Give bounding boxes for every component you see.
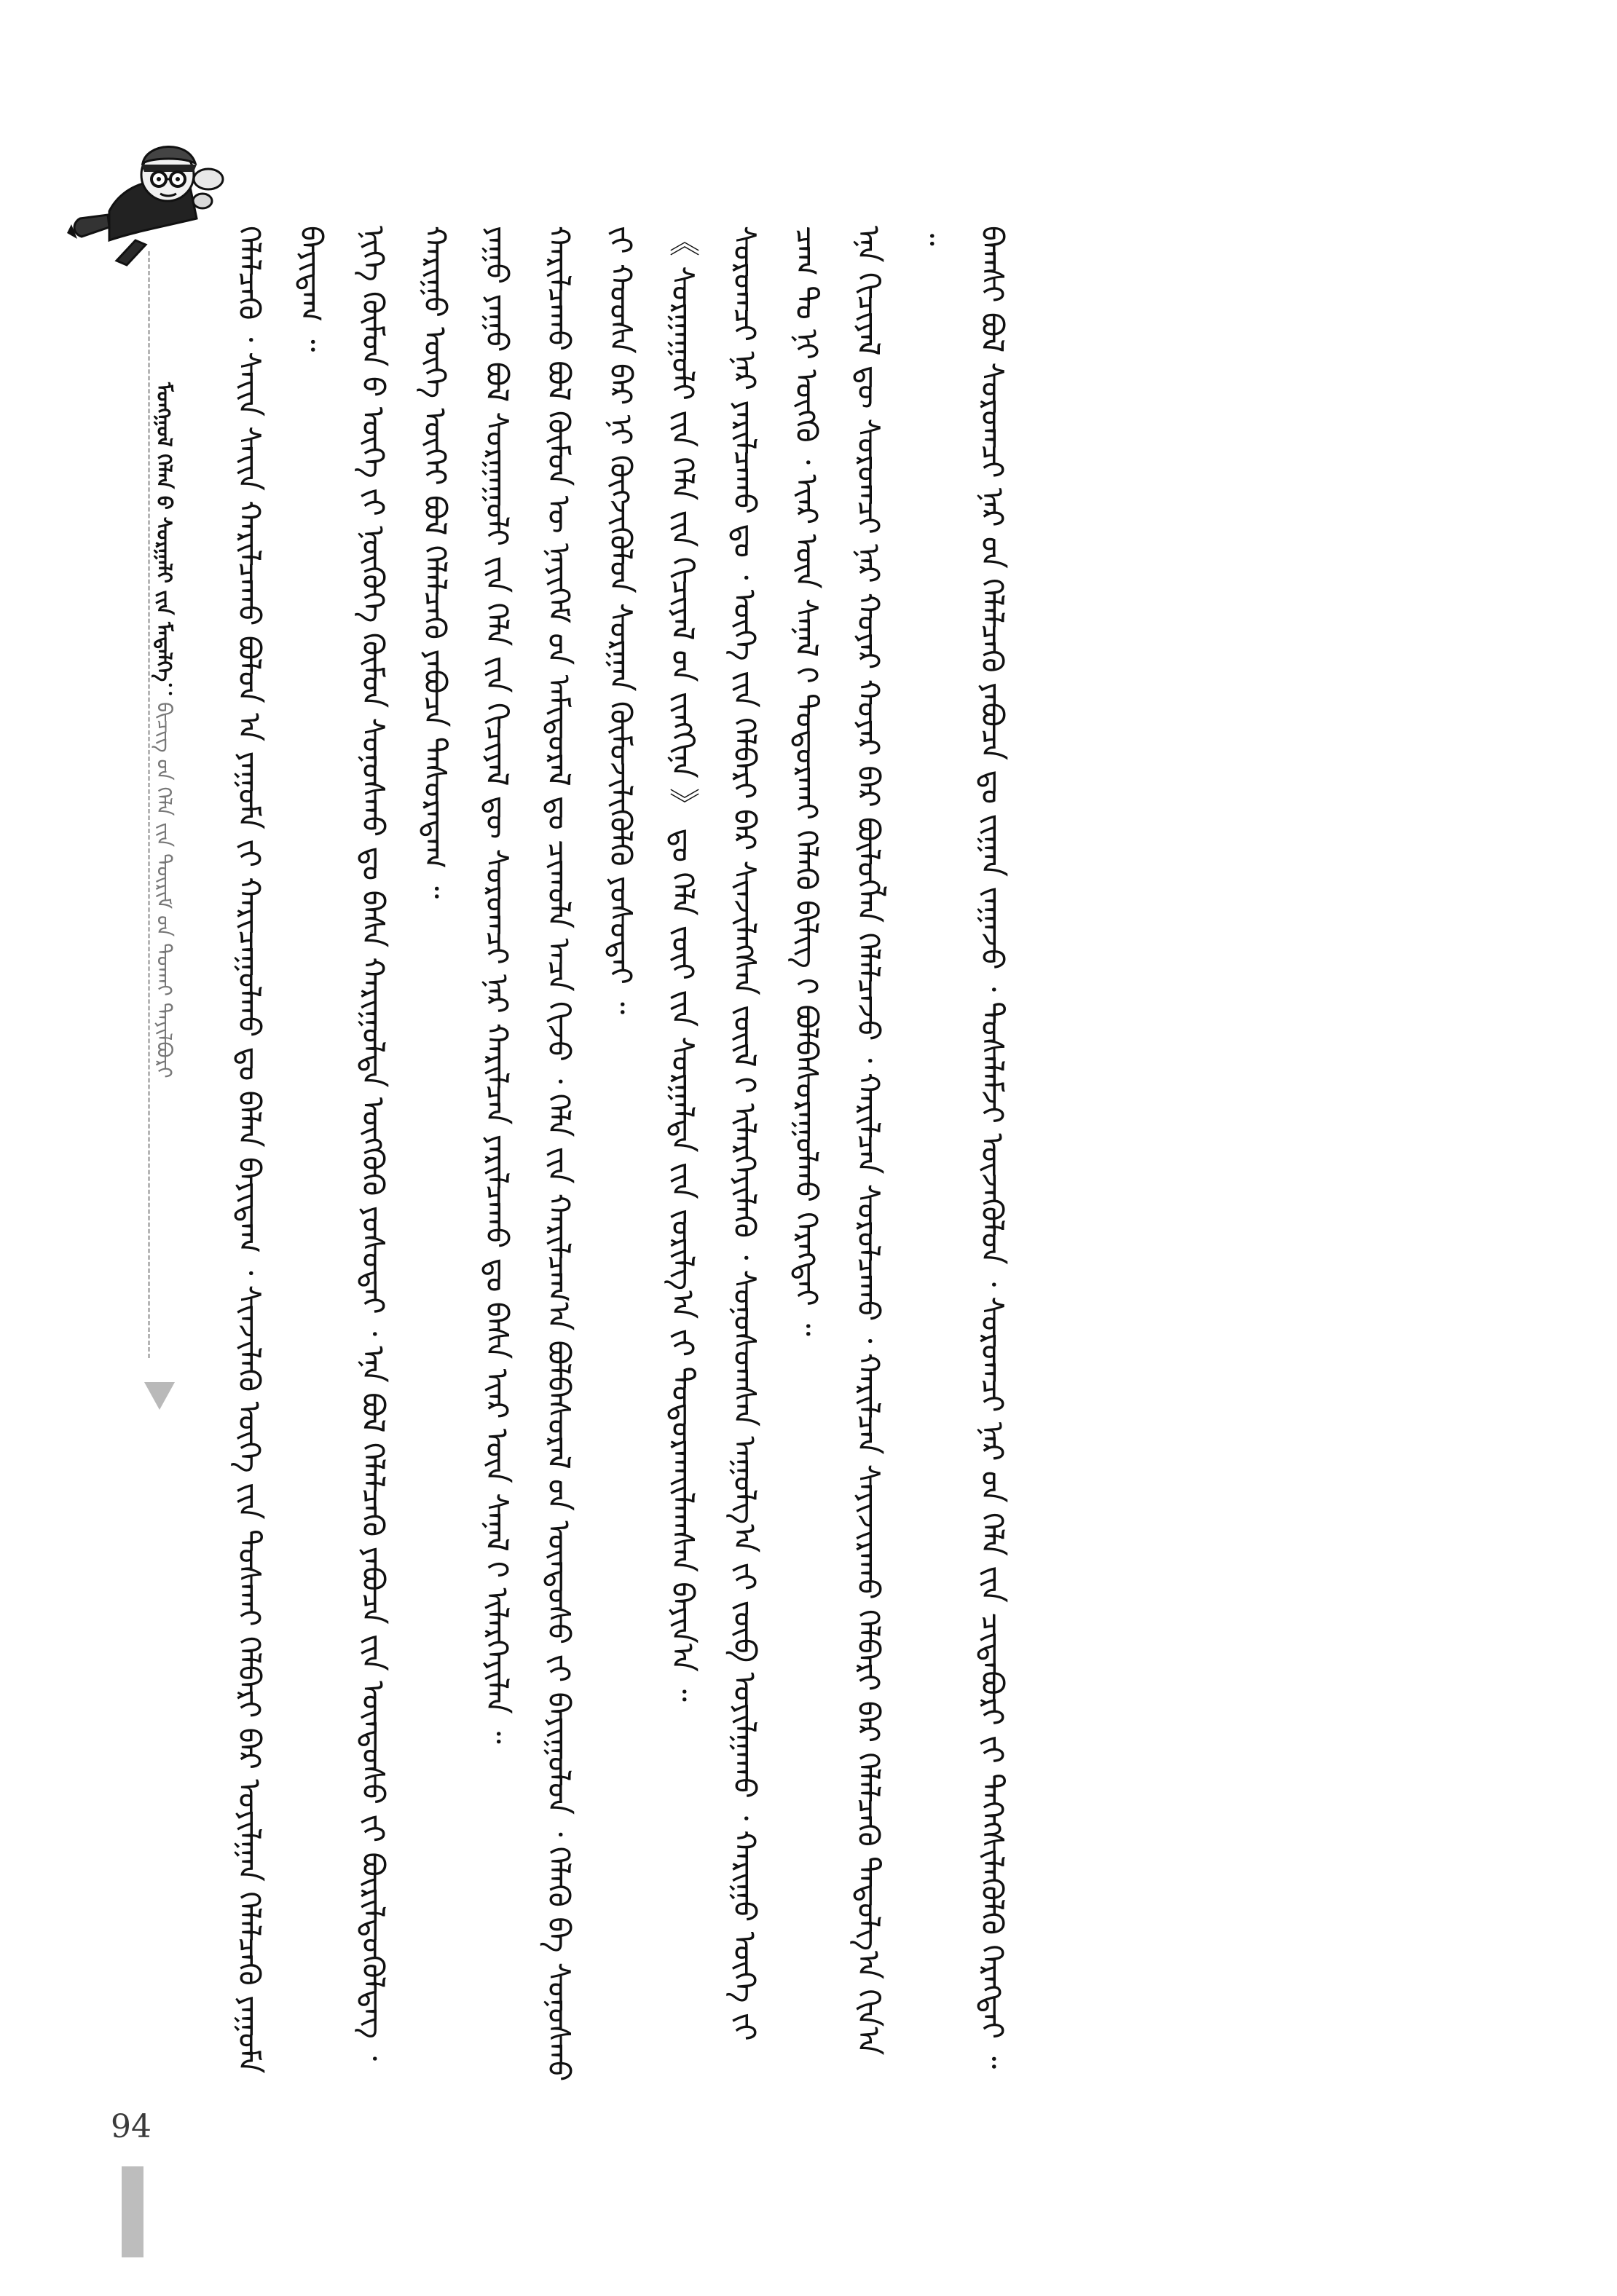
paragraph: 《 ᠰᠤᠷᠭᠠᠭᠤᠯᠢ ᠶ᠋ᠢᠨ ᠬᠡᠯᠡ ᠶ᠋ᠢᠨ ᠬᠢᠴᠢᠶᠡᠯ ᠦ᠋ᠨ ᠵᠢᠩᠬᠢᠨᠡ 》 ᠳᠤ ᠬᠡᠯᠡ ᠵᠦᠢ ᠶ᠋ᠢᠨ ᠰᠤᠷᠭᠠᠯᠳᠠ ᠶ᠋ᠢᠨ ᠵᠣᠷᠢᠯᠭ᠎ᠠ ᠶ᠋ᠢ ᠲᠣᠳᠤᠷᠬᠠᠢᠯᠠᠭᠰᠠᠨ ᠪᠠᠶᠢᠨ᠎ᠠ ᠃ bbox=[665, 226, 701, 1702]
paragraph: ᠪᠠᠭᠰᠢ ᠪᠣᠯ ᠰᠤᠷᠤᠭᠴᠢ ᠨᠠᠷ ᠤ᠋ᠨ ᠬᠡᠯᠡᠯᠴᠡᠬᠦ ᠶᠠᠪᠤᠴᠠ ᠳᠤ ᠵᠢᠭᠠᠨ ᠵᠠᠭᠠᠵᠤ ᠂ ᠲᠤᠰᠠᠯᠠᠮᠵᠢ ᠦᠵᠡᠭᠦᠯᠦᠨ ᠂ ᠰᠤᠷᠤᠭᠴᠢ ᠨᠠᠷ ᠤ᠋ᠨ ᠬᠡᠯᠡ ᠶ᠋ᠢᠨ ᠴᠢᠳᠠᠪᠤᠷᠢ ᠶ᠋ᠢ ᠳᠡᠭᠡᠭᠰᠢᠯᠡᠭᠦᠯᠬᠦ ᠬᠡᠷᠡᠭᠲᠡᠢ ᠃ bbox=[975, 226, 1010, 2070]
header-chapter-title: ᠪᠢᠴᠢᠭ᠌ ᠤ᠋ᠨ ᠬᠡᠯᠡ ᠶ᠋ᠢᠨ ᠳᠦᠷᠢᠮ ᠤ᠋ᠨ ᠲᠤᠬᠠᠢ ᠲᠠᠶᠢᠯᠪᠤᠷᠢ bbox=[152, 702, 176, 1078]
running-header bbox=[66, 131, 176, 1442]
header-separator: ： bbox=[152, 682, 176, 703]
page-edge-tab bbox=[122, 2166, 143, 2257]
paragraph: ᠡᠨᠡ ᠬᠢᠴᠢᠶᠡᠯ ᠳᠦ ᠰᠤᠷᠤᠭᠴᠢ ᠨᠠᠷ ᠬᠣᠶᠠᠷ ᠬᠣᠶᠠᠷ ᠪᠡᠷ ᠪᠦᠯᠦᠭᠯᠡᠨ ᠬᠡᠯᠡᠯᠴᠡᠵᠦ ᠂ ᠬᠠᠷᠢᠯᠴᠠᠨ ᠰᠤᠷᠤᠯᠴᠠᠬᠤ ᠂ ᠬᠠᠷᠢᠯᠴᠠᠨ ᠰᠠᠶᠢᠵᠢᠷᠠᠬᠤ ᠬᠡᠯᠪᠡᠷᠢ ᠪᠡᠷ ᠬᠡᠯᠡᠯᠴᠡᠬᠦ ᠳᠠᠳᠤᠯᠭ᠎ᠠ ᠬᠢᠨ᠎ᠠ ᠃ bbox=[851, 226, 948, 2056]
paragraph: ᠬᠠᠷᠢᠯᠴᠠᠬᠤ ᠪᠣᠯ ᠬᠦᠮᠦᠨ ᠦ ᠨᠡᠶᠢᠭᠡᠮ ᠦ᠋ᠨ ᠠᠮᠢᠳᠤᠷᠠᠯ ᠳᠤ ᠴᠢᠬᠤᠯᠠ ᠠᠴᠠ ᠬᠢᠵᠦ ᠂ ᠬᠡᠯᠡ ᠶ᠋ᠢᠨ ᠬᠠᠷᠢᠯᠴᠠᠭ᠎ᠠ ᠪᠣᠯᠪᠠᠰᠤᠷᠠᠯ ᠤ᠋ᠨ ᠦᠨᠳᠦᠰᠦ ᠶ᠋ᠢ ᠪᠠᠶᠢᠭᠤᠯᠤᠨ ᠂ ᠬᠡᠯᠡᠬᠦ ᠪᠠ ᠰᠣᠨᠣᠰᠬᠤ ᠶ᠋ᠢ ᠬᠣᠣᠰᠠ ᠪᠡᠷ ᠨᠢ ᠬᠥᠭᠵᠢᠭᠦᠯᠦᠨ ᠰᠤᠷᠭᠠᠨ ᠬᠦᠮᠦᠵᠢᠯᠢᠭᠦᠯᠬᠦ ᠶᠣᠰᠣᠲᠠᠢ ᠃ bbox=[541, 226, 639, 2082]
triangle-marker-icon bbox=[144, 1382, 175, 1410]
paragraph: ᠨᠢᠭᠡ ᠬᠦᠮᠦᠨ ᠤ᠋ ᠦᠭᠡ ᠶ᠋ᠢ ᠨᠥᠭᠦᠭᠡ ᠬᠦᠮᠦᠨ ᠰᠣᠨᠣᠰᠬᠤ ᠳᠤ ᠪᠠᠰᠠ ᠬᠠᠷᠢᠭᠤᠯᠲᠠ ᠥᠭᠭᠦᠬᠦ ᠶᠣᠰᠣᠲᠠᠢ ᠂ ᠡᠨᠡ ᠪᠣᠯ ᠬᠡᠯᠡᠯᠴᠡᠬᠦ ᠶᠠᠪᠤᠴᠠ ᠶ᠋ᠢᠨ ᠦᠨᠳᠦᠰᠦ ᠶ᠋ᠢ ᠪᠦᠷᠢᠯᠳᠦᠭᠦᠯᠳᠡᠭ ᠂ ᠬᠠᠷᠢᠭᠤ ᠦᠭᠡ ᠦᠭᠡᠢ ᠪᠣᠯ ᠬᠡᠯᠡᠯᠴᠡᠬᠦ ᠶᠠᠪᠤᠴᠠ ᠲᠠᠰᠤᠷᠠᠳᠠᠭ ᠃ bbox=[355, 226, 453, 2062]
header-title bbox=[149, 382, 215, 1547]
dashed-divider bbox=[148, 251, 150, 1358]
paragraph: ᠶᠠᠭᠤ ᠶᠠᠭᠤ ᠪᠤᠯ ᠰᠤᠷᠭᠠᠭᠤᠯᠢ ᠶ᠋ᠢᠨ ᠬᠡᠯᠡ ᠶ᠋ᠢᠨ ᠬᠢᠴᠢᠶᠡᠯ ᠳᠦ ᠰᠤᠷᠤᠭᠴᠢ ᠨᠠᠷ ᠬᠠᠷᠢᠯᠴᠠᠨ ᠶᠠᠷᠢᠯᠴᠠᠬᠤ ᠳᠤ ᠪᠠᠰᠠ ᠡᠶ᠋ᠡᠷ ᠦᠨ ᠰᠠᠨᠠᠯ ᠢ᠋ ᠢᠯᠡᠷᠬᠡᠶᠢᠯᠡᠨ ᠃ bbox=[479, 226, 515, 1744]
header-book-title: ᠮᠣᠩᠭᠣᠯ ᠬᠡᠯᠡᠨ ᠤ᠋ ᠰᠤᠷᠭᠠᠯᠢ ᠶ᠋ᠢᠨ ᠮᠡᠳᠡᠯᠭᠡ bbox=[152, 382, 176, 682]
body-text bbox=[219, 226, 1010, 2083]
page-number: 94 bbox=[111, 2108, 152, 2145]
paragraph: ᠬᠡᠯᠡᠯᠴᠡᠬᠦ ᠂ ᠰᠠᠶ᠋ᠢᠨ ᠰᠠᠶ᠋ᠢᠨ ᠬᠠᠷᠢᠯᠴᠠᠬᠤ ᠪᠣᠯᠣᠨ ᠠ ᠶᠠᠭᠤᠮᠠ ᠶ᠋ᠢ ᠬᠠᠷᠢᠴᠠᠭᠤᠯᠬᠤ ᠳᠤ ᠪᠡᠯᠡᠨ ᠪᠠᠶᠢᠳᠠᠭ ᠂ ᠰᠢᠨᠵᠢᠯᠡᠬᠦ ᠦᠭᠡ ᠶ᠋ᠢᠨ ᠲᠤᠰᠬᠠᠢ ᠬᠡᠯᠪᠡᠷᠢ ᠪᠠᠷ ᠣᠶᠢᠯᠭᠠᠨ ᠬᠡᠯᠡᠯᠴᠡᠬᠦ ᠶᠠᠭᠤᠮᠠ ᠪᠠᠶᠢᠳᠠᠭ ᠃ bbox=[232, 226, 329, 2074]
paragraph: ᠰᠤᠷᠤᠭᠴᠢ ᠨᠠᠷ ᠶᠠᠷᠢᠯᠴᠠᠬᠤ ᠳᠤ ᠂ ᠦᠭᠡ ᠶ᠋ᠢᠨ ᠬᠡᠯᠪᠡᠷᠢ ᠪᠠᠷ ᠰᠢᠨᠵᠢᠯᠡᠭᠰᠡᠨ ᠵᠦᠢᠯ ᠢ᠋ ᠢᠯᠡᠷᠬᠡᠶᠢᠯᠡᠬᠦ ᠂ ᠰᠣᠨᠣᠰᠤᠭᠰᠠᠨ ᠠᠭᠤᠯᠭ᠎ᠠ ᠶ᠋ᠢ ᠵᠥᠪ ᠣᠶᠢᠯᠭᠠᠬᠤ ᠂ ᠬᠠᠷᠢᠭᠤ ᠦᠭᠡ ᠶ᠋ᠢ ᠴᠠᠭ ᠲᠤ ᠨᠢ ᠥᠭᠬᠦ ᠂ ᠡᠶ᠋ᠡᠷ ᠦᠨ ᠰᠠᠨᠠᠯ ᠢ᠋ ᠲᠣᠳᠣᠷᠬᠠᠢ ᠬᠡᠯᠡᠬᠦ ᠪᠢᠯᠢᠭ ᠢ᠋ ᠪᠣᠯᠪᠠᠰᠤᠷᠠᠭᠤᠯᠬᠤ ᠬᠡᠷᠡᠭᠲᠡᠢ ᠃ bbox=[727, 226, 825, 2041]
mascot-illustration bbox=[66, 131, 240, 277]
